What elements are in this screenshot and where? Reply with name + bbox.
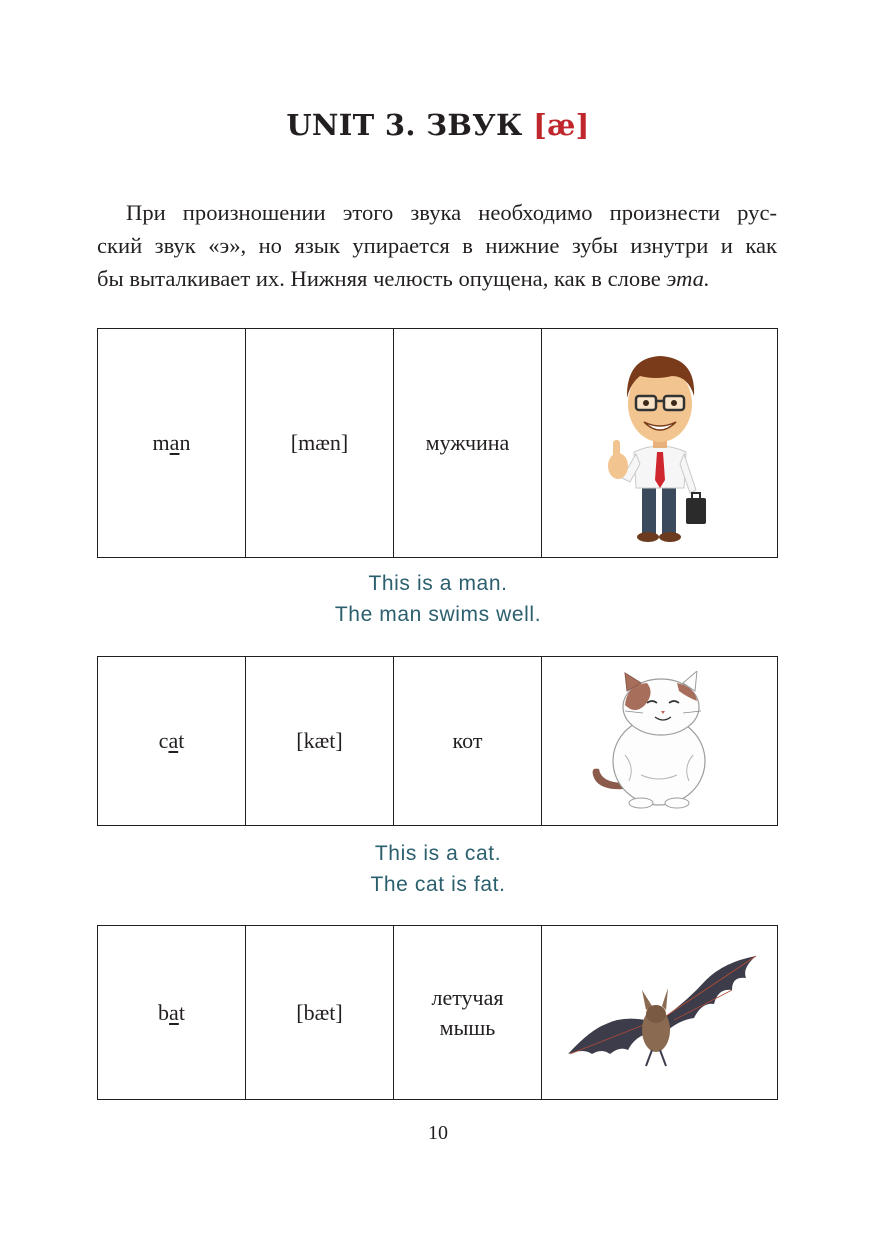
title-text: UNIT 3. ЗВУК xyxy=(286,108,534,142)
picture-cell xyxy=(542,329,778,558)
translation-cell: летучая мышь xyxy=(394,926,542,1100)
word-cell: bat xyxy=(98,926,246,1100)
intro-line-2: ский звук «э», но язык упирается в нижние зубы изнутри и как xyxy=(97,233,777,258)
word-cell: cat xyxy=(98,657,246,826)
intro-line-3 xyxy=(97,262,777,295)
translation-cell: кот xyxy=(394,657,542,826)
intro-line-3-text: бы выталкивает их. Нижняя челюсть опущена, как в слове xyxy=(97,266,667,291)
title-sound: [æ] xyxy=(533,108,590,142)
word-table-man xyxy=(97,328,778,558)
example-sentences-cat xyxy=(0,838,876,900)
transcription-cell: [bæt] xyxy=(246,926,394,1100)
stressed-vowel: a xyxy=(168,728,179,753)
sentence: This is a cat. xyxy=(374,842,502,865)
sentence: The man swims well. xyxy=(334,603,542,626)
intro-line-1: При произношении этого звука необходимо произнести рус- xyxy=(126,200,777,225)
bat-image xyxy=(562,954,758,1072)
sentence: This is a man. xyxy=(368,572,508,595)
intro-paragraph xyxy=(97,196,777,295)
transcription-cell: [kæt] xyxy=(246,657,394,826)
sentence: The cat is fat. xyxy=(370,873,506,896)
stressed-vowel: a xyxy=(169,999,179,1025)
stressed-vowel: a xyxy=(169,430,180,455)
fat-cat-image xyxy=(585,671,735,811)
page-title xyxy=(0,108,876,142)
transcription-cell: [mæn] xyxy=(246,329,394,558)
translation-cell: мужчина xyxy=(394,329,542,558)
man-cartoon-image xyxy=(600,340,720,546)
page-number: 10 xyxy=(428,1122,448,1144)
word-cell: man xyxy=(98,329,246,558)
word-table-cat xyxy=(97,656,778,826)
word-table-bat xyxy=(97,925,778,1100)
picture-cell xyxy=(542,926,778,1100)
example-sentences-man xyxy=(0,568,876,630)
intro-italic-word: эта. xyxy=(666,266,710,291)
picture-cell xyxy=(542,657,778,826)
